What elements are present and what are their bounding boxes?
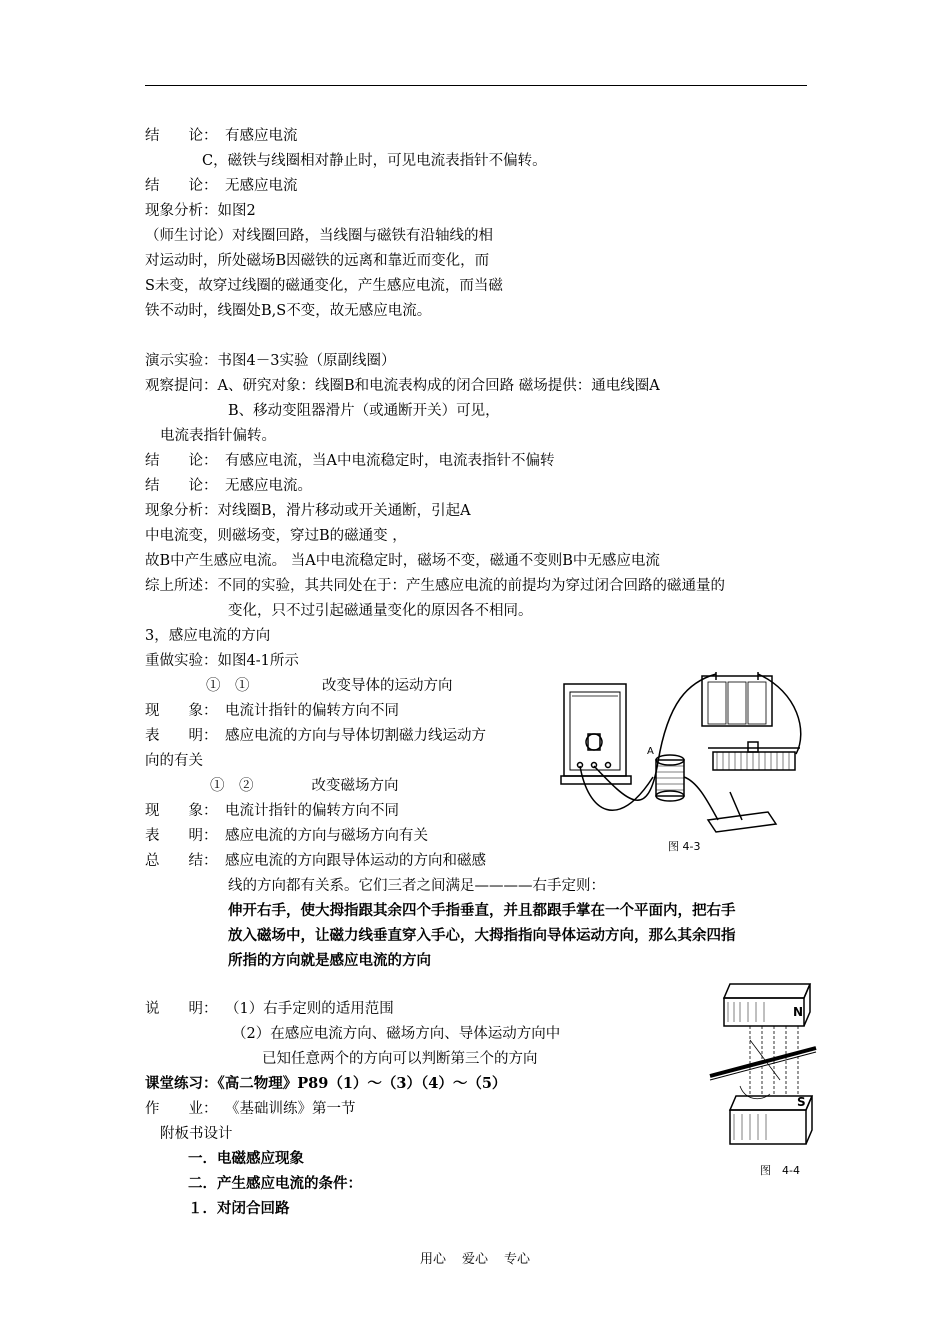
text-line: 已知任意两个的方向可以判断第三个的方向: [262, 1051, 538, 1067]
text-line: 电流表指针偏转。: [160, 428, 276, 444]
text-line: 变化，只不过引起磁通量变化的原因各不相同。: [228, 603, 533, 619]
pole-s-label: S: [797, 1095, 806, 1109]
text-line: B、移动变阻器滑片（或通断开关）可见，: [228, 403, 500, 419]
rule-text: 伸开右手，使大拇指跟其余四个手指垂直，并且都跟手掌在一个平面内，把右手: [228, 902, 736, 919]
conclusion-line: 结 论： 有感应电流: [145, 128, 298, 144]
outline-item: 二．产生感应电流的条件：: [188, 1175, 362, 1192]
figure-4-4: [700, 970, 820, 1160]
section-heading: 3，感应电流的方向: [145, 628, 271, 644]
conclusion-line: 结 论： 无感应电流。: [145, 478, 312, 494]
homework-line: 作 业： 《基础训练》第一节: [145, 1101, 356, 1117]
text-line: （2）在感应电流方向、磁场方向、导体运动方向中: [232, 1026, 561, 1042]
exercise-line: 课堂练习：《高二物理》P89（1）～（3）（4）～（5）: [145, 1075, 507, 1092]
figure-4-3-caption: 图 4-3: [668, 840, 701, 853]
apparatus-illustration: [558, 662, 818, 860]
text-line: 对运动时，所处磁场B因磁铁的远离和靠近而变化，而: [145, 253, 490, 269]
text-line: C，磁铁与线圈相对静止时，可见电流表指针不偏转。: [202, 153, 547, 169]
pole-n-label: N: [793, 1005, 804, 1019]
label-a: A: [647, 746, 654, 757]
text-line: ① ② 改变磁场方向: [210, 778, 399, 794]
figure-4-3: [558, 662, 818, 860]
text-line: 现象分析：如图2: [145, 203, 256, 219]
text-line: S未变，故穿过线圈的磁通变化，产生感应电流，而当磁: [145, 278, 503, 294]
conclusion-line: 表 明： 感应电流的方向与导体切割磁力线运动方: [145, 728, 486, 744]
conclusion-line: 现 象： 电流计指针的偏转方向不同: [145, 703, 399, 719]
rule-text: 所指的方向就是感应电流的方向: [228, 952, 431, 969]
text-line: 铁不动时，线圈处B,S不变，故无感应电流。: [145, 303, 432, 319]
outline-item: １．对闭合回路: [188, 1200, 290, 1217]
text-line: 线的方向都有关系。它们三者之间满足————右手定则：: [228, 878, 605, 894]
conclusion-line: 说 明： （1）右手定则的适用范围: [145, 1001, 394, 1017]
footer-item: 用心: [419, 1252, 446, 1267]
page-footer: [0, 1248, 950, 1267]
outline-item: 一．电磁感应现象: [188, 1150, 304, 1167]
magnet-illustration: [700, 970, 820, 1160]
header-rule: [145, 85, 807, 86]
text-line: （师生讨论）对线圈回路，当线圈与磁铁有沿轴线的相: [145, 228, 493, 244]
footer-item: 爱心: [461, 1252, 488, 1267]
conclusion-line: 结 论： 有感应电流，当A中电流稳定时，电流表指针不偏转: [145, 453, 555, 469]
footer-item: 专心: [504, 1252, 531, 1267]
text-line: 现象分析：对线圈B，滑片移动或开关通断，引起A: [145, 503, 471, 519]
text-line: 重做实验：如图4-1所示: [145, 653, 299, 669]
text-line: 演示实验：书图4－3实验（原副线圈）: [145, 353, 396, 369]
conclusion-line: 结 论： 无感应电流: [145, 178, 298, 194]
text-line: 观察提问：A、研究对象：线圈B和电流表构成的闭合回路 磁场提供：通电线圈A: [145, 378, 660, 394]
conclusion-line: 表 明： 感应电流的方向与磁场方向有关: [145, 828, 428, 844]
figure-4-4-caption: 图 4-4: [760, 1164, 800, 1177]
conclusion-line: 现 象： 电流计指针的偏转方向不同: [145, 803, 399, 819]
text-line: 附板书设计: [160, 1126, 233, 1142]
rule-text: 放入磁场中，让磁力线垂直穿入手心，大拇指指向导体运动方向，那么其余四指: [228, 927, 736, 944]
text-line: 中电流变，则磁场变，穿过B的磁通变 ，: [145, 528, 407, 544]
text-line: 故B中产生感应电流。 当A中电流稳定时，磁场不变，磁通不变则B中无感应电流: [145, 553, 660, 569]
text-line: 向的有关: [145, 753, 203, 769]
text-line: ① ① 改变导体的运动方向: [206, 678, 453, 694]
text-line: 综上所述：不同的实验，其共同处在于：产生感应电流的前提均为穿过闭合回路的磁通量的: [145, 578, 725, 594]
conclusion-line: 总 结： 感应电流的方向跟导体运动的方向和磁感: [145, 853, 486, 869]
